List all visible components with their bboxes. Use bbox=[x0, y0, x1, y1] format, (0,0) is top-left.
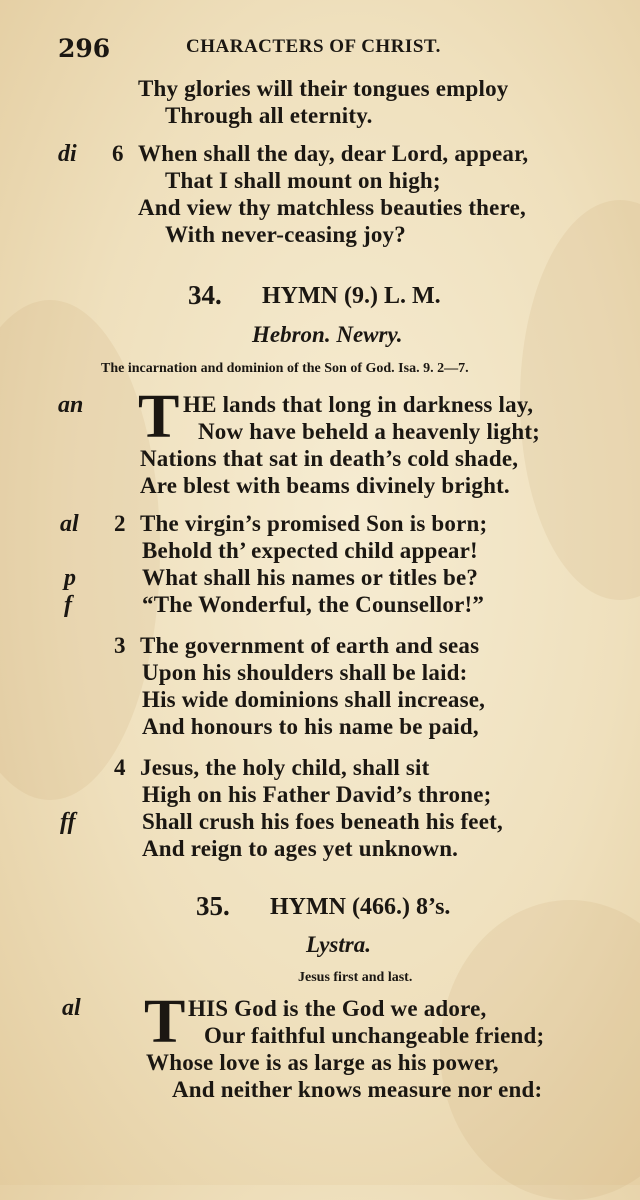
verse-line: Through all eternity. bbox=[165, 103, 373, 128]
page-number: 296 bbox=[58, 34, 111, 63]
dynamic-mark: al bbox=[60, 511, 79, 537]
dynamic-mark: p bbox=[64, 565, 76, 591]
verse-line: Are blest with beams divinely bright. bbox=[140, 473, 510, 498]
verse-line: Shall crush his foes beneath his feet, bbox=[142, 809, 503, 834]
verse-line: Jesus, the holy child, shall sit bbox=[140, 755, 430, 780]
hymn-subject: The incarnation and dominion of the Son of God. Isa. 9. 2—7. bbox=[101, 361, 469, 376]
verse-line: Behold th’ expected child appear! bbox=[142, 538, 478, 563]
verse-line: Now have beheld a heavenly light; bbox=[198, 419, 541, 444]
running-head: CHARACTERS OF CHRIST. bbox=[186, 36, 441, 57]
verse-line: His wide dominions shall increase, bbox=[142, 687, 486, 712]
dynamic-mark: al bbox=[62, 995, 81, 1021]
verse-line: And honours to his name be paid, bbox=[142, 714, 479, 739]
dynamic-mark: f bbox=[64, 592, 72, 618]
verse-line: High on his Father David’s throne; bbox=[142, 782, 492, 807]
verse-line: And view thy matchless beauties there, bbox=[138, 195, 526, 220]
hymn-number: 35. bbox=[196, 891, 230, 921]
drop-cap: T bbox=[144, 988, 186, 1056]
dynamic-mark: di bbox=[58, 141, 77, 167]
verse-line: That I shall mount on high; bbox=[165, 168, 441, 193]
verse-line: Nations that sat in death’s cold shade, bbox=[140, 446, 519, 471]
verse-line: HE lands that long in darkness lay, bbox=[183, 392, 534, 417]
verse-line: Whose love is as large as his power, bbox=[146, 1050, 499, 1075]
hymn-heading: HYMN (9.) L. M. bbox=[262, 283, 441, 309]
dynamic-mark: an bbox=[58, 392, 84, 418]
verse-number: 3 bbox=[114, 633, 126, 658]
verse-number: 6 bbox=[112, 141, 124, 166]
verse-line: The government of earth and seas bbox=[140, 633, 480, 658]
verse-line: The virgin’s promised Son is born; bbox=[140, 511, 488, 536]
verse-line: Thy glories will their tongues employ bbox=[138, 76, 509, 101]
verse-number: 2 bbox=[114, 511, 126, 536]
dynamic-mark: ff bbox=[60, 809, 76, 835]
verse-line: HIS God is the God we adore, bbox=[188, 996, 487, 1021]
verse-line: Our faithful unchangeable friend; bbox=[204, 1023, 545, 1048]
verse-line: What shall his names or titles be? bbox=[142, 565, 479, 590]
verse-line: “The Wonderful, the Counsellor!” bbox=[142, 592, 485, 617]
hymn-heading: HYMN (466.) 8’s. bbox=[270, 894, 451, 920]
tune-names: Hebron. Newry. bbox=[252, 322, 403, 347]
verse-line: And reign to ages yet unknown. bbox=[142, 836, 459, 861]
verse-line: When shall the day, dear Lord, appear, bbox=[138, 141, 529, 166]
tune-names: Lystra. bbox=[306, 932, 371, 957]
verse-line: And neither knows measure nor end: bbox=[172, 1077, 543, 1102]
hymn-subject: Jesus first and last. bbox=[298, 970, 413, 985]
drop-cap: T bbox=[138, 383, 180, 451]
verse-line: With never-ceasing joy? bbox=[165, 222, 406, 247]
hymn-number: 34. bbox=[188, 280, 222, 310]
verse-number: 4 bbox=[114, 755, 126, 780]
verse-line: Upon his shoulders shall be laid: bbox=[142, 660, 468, 685]
